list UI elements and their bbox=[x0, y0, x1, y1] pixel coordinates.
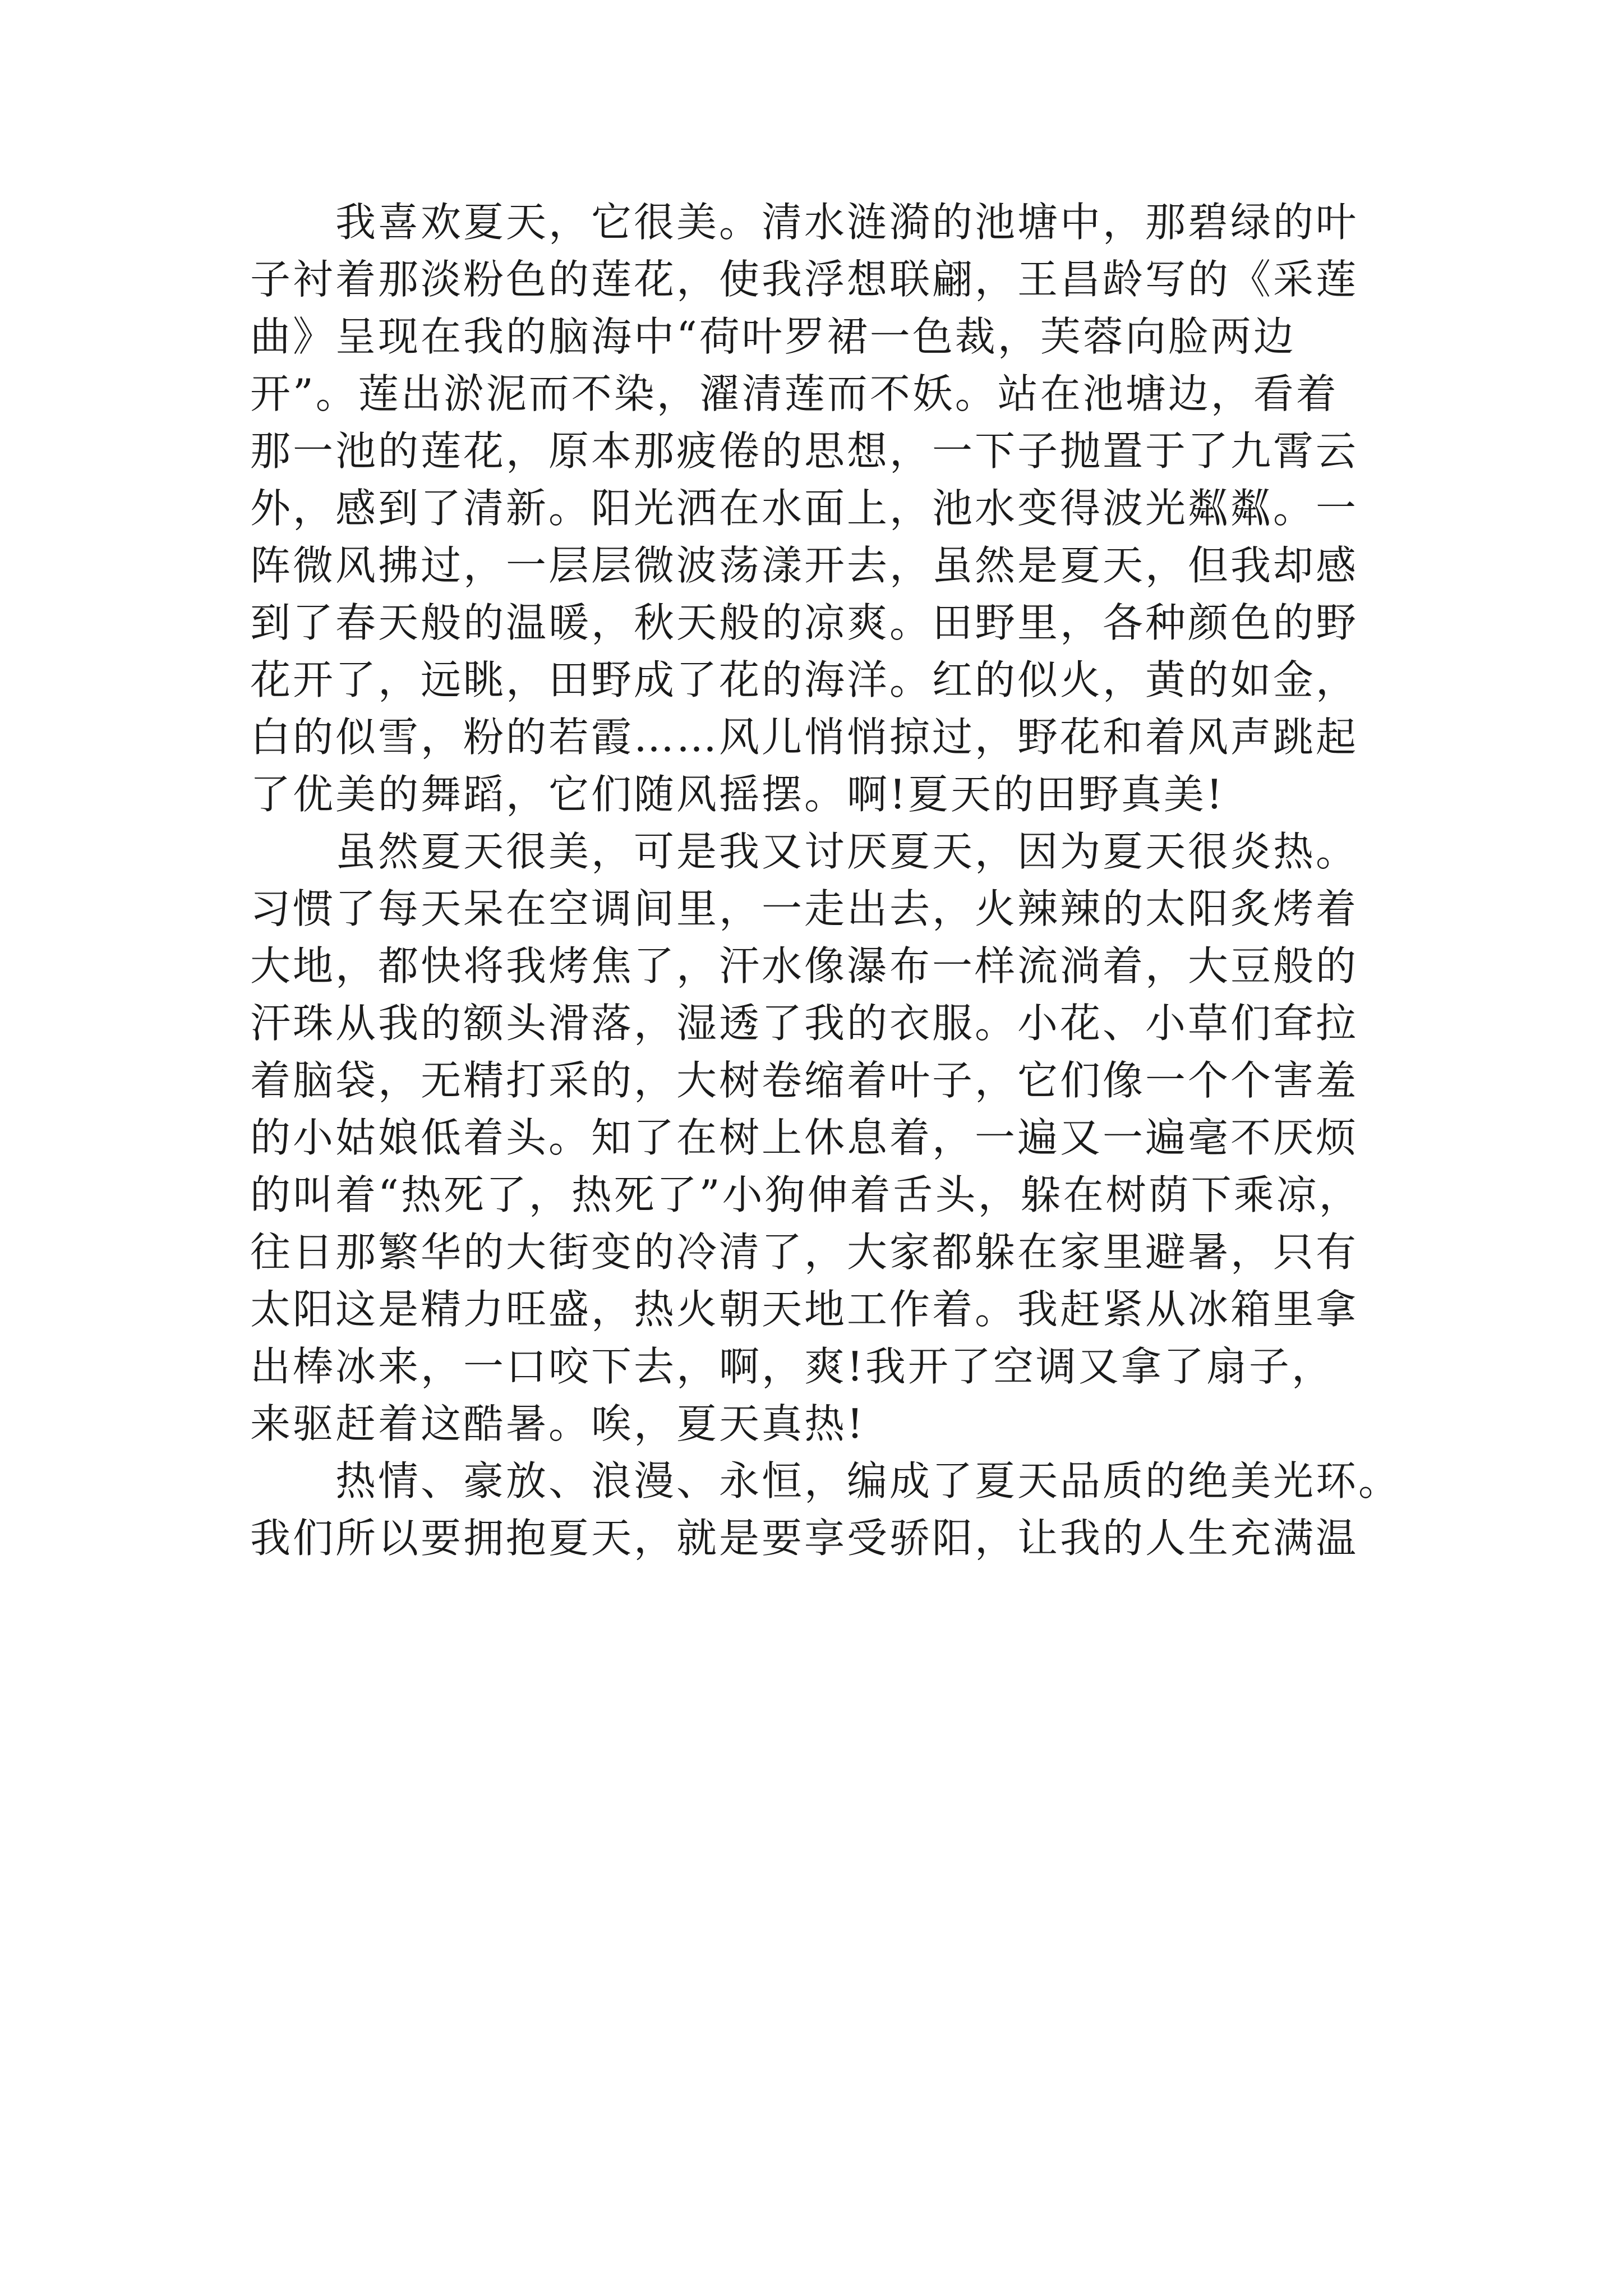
text-line: 花开了，远眺，田野成了花的海洋。红的似火，黄的如金， bbox=[250, 656, 1359, 703]
text-line: 着脑袋，无精打采的，大树卷缩着叶子，它们像一个个害羞 bbox=[250, 1057, 1359, 1104]
text-line: 外，感到了清新。阳光洒在水面上，池水变得波光粼粼。一 bbox=[250, 485, 1359, 532]
text-line: 了优美的舞蹈，它们随风摇摆。啊!夏天的田野真美! bbox=[250, 771, 1225, 818]
text-line: 的叫着“热死了，热死了”小狗伸着舌头，躲在树荫下乘凉， bbox=[250, 1171, 1362, 1218]
text-line: 子衬着那淡粉色的莲花，使我浮想联翩，王昌龄写的《采莲 bbox=[250, 256, 1359, 303]
text-line: 太阳这是精力旺盛，热火朝天地工作着。我赶紧从冰箱里拿 bbox=[250, 1286, 1359, 1333]
text-line: 习惯了每天呆在空调间里，一走出去，火辣辣的太阳炙烤着 bbox=[250, 885, 1359, 932]
text-line: 出棒冰来，一口咬下去，啊，爽!我开了空调又拿了扇子， bbox=[250, 1343, 1334, 1390]
text-line: 我们所以要拥抱夏天，就是要享受骄阳，让我的人生充满温 bbox=[250, 1515, 1359, 1562]
text-line: 大地，都快将我烤焦了，汗水像瀑布一样流淌着，大豆般的 bbox=[250, 942, 1359, 990]
text-line: 汗珠从我的额头滑落，湿透了我的衣服。小花、小草们耷拉 bbox=[250, 1000, 1359, 1047]
text-line: 虽然夏天很美，可是我又讨厌夏天，因为夏天很炎热。 bbox=[250, 828, 1359, 875]
text-line: 那一池的莲花，原本那疲倦的思想，一下子抛置于了九霄云 bbox=[250, 427, 1359, 475]
text-line: 热情、豪放、浪漫、永恒，编成了夏天品质的绝美光环。 bbox=[250, 1457, 1401, 1504]
text-line: 到了春天般的温暖，秋天般的凉爽。田野里，各种颜色的野 bbox=[250, 599, 1359, 646]
essay-text bbox=[250, 194, 1400, 1567]
text-line: 的小姑娘低着头。知了在树上休息着，一遍又一遍毫不厌烦 bbox=[250, 1114, 1359, 1161]
text-line: 阵微风拂过，一层层微波荡漾开去，虽然是夏天，但我却感 bbox=[250, 542, 1359, 589]
text-line: 曲》呈现在我的脑海中“荷叶罗裙一色裁，芙蓉向脸两边 bbox=[250, 313, 1296, 360]
text-line: 来驱赶着这酷暑。唉，夏天真热! bbox=[250, 1400, 865, 1447]
text-line: 开”。莲出淤泥而不染，濯清莲而不妖。站在池塘边，看着 bbox=[250, 370, 1339, 417]
text-line: 白的似雪，粉的若霞……风儿悄悄掠过，野花和着风声跳起 bbox=[250, 714, 1359, 761]
text-line: 往日那繁华的大街变的冷清了，大家都躲在家里避暑，只有 bbox=[250, 1228, 1359, 1276]
text-line: 我喜欢夏天，它很美。清水涟漪的池塘中，那碧绿的叶 bbox=[250, 199, 1359, 246]
